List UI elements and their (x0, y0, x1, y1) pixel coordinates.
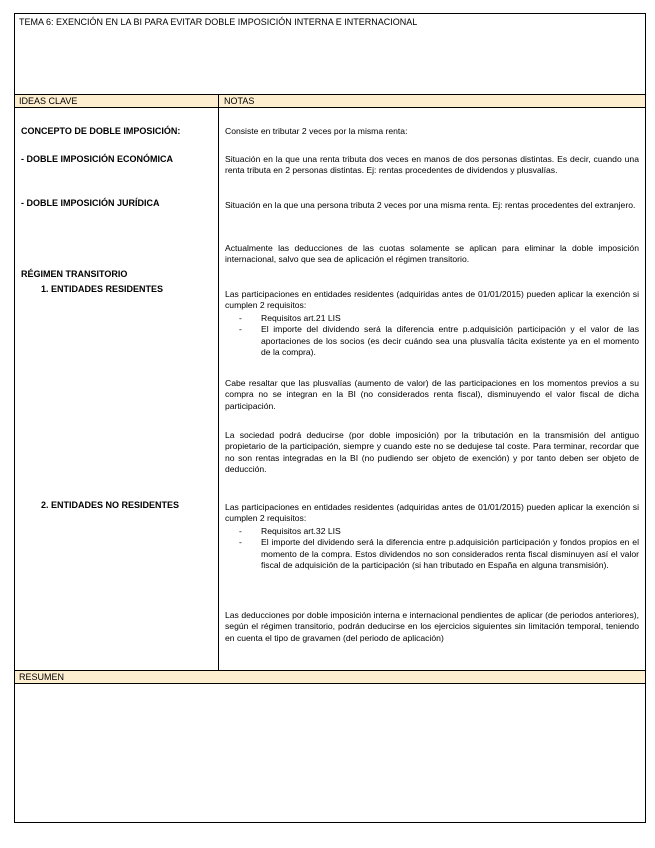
resumen-header: RESUMEN (19, 672, 65, 682)
economica-heading: - DOBLE IMPOSICIÓN ECONÓMICA (21, 154, 174, 164)
juridica-heading: - DOBLE IMPOSICIÓN JURÍDICA (21, 198, 160, 208)
column-divider (218, 94, 219, 684)
no-residentes-heading: 2. ENTIDADES NO RESIDENTES (41, 500, 180, 510)
concepto-heading: CONCEPTO DE DOBLE IMPOSICIÓN: (21, 126, 181, 136)
note-residentes (225, 289, 639, 358)
resumen-header-bar (15, 670, 645, 684)
ideas-clave-header: IDEAS CLAVE (19, 96, 78, 106)
list-item: - El importe del dividendo será la diferencia entre p.adquisición participación y el valor de las aportaciones de los socios (es decir cuándo sea una plusvalía tácita existente ya en el momento de la compra). (225, 324, 639, 358)
note-actualmente: Actualmente las deducciones de las cuotas solamente se aplican para eliminar la doble imposición internacional, salvo que sea de aplicación el régimen transitorio. (225, 243, 639, 265)
page-title: TEMA 6: EXENCIÓN EN LA BI PARA EVITAR DOBLE IMPOSICIÓN INTERNA E INTERNACIONAL (19, 17, 418, 27)
document-frame (14, 13, 646, 823)
regimen-heading: RÉGIMEN TRANSITORIO (21, 269, 128, 279)
column-header-bar (15, 94, 645, 108)
note-economica: Situación en la que una renta tributa dos veces en manos de dos personas distintas. Es decir, cuando una renta tributa en 2 personas distintas. Ej: rentas procedentes de dividendos y plusvalías. (225, 154, 639, 176)
notas-header: NOTAS (224, 96, 255, 106)
residentes-requisitos-list (225, 313, 639, 359)
residentes-heading: 1. ENTIDADES RESIDENTES (41, 284, 164, 294)
note-concepto: Consiste en tributar 2 veces por la misma renta: (225, 126, 408, 136)
note-no-residentes (225, 502, 639, 571)
list-item: - El importe del dividendo será la diferencia entre p.adquisición participación y fondos propios en el momento de la compra. Estos dividendos no son considerados renta fiscal disminuyen así el valor fiscal de adquisición de la participación (si han tributado en España en alguna transmisión). (225, 537, 639, 571)
note-residentes-intro: Las participaciones en entidades residentes (adquiridas antes de 01/01/2015) pueden aplicar la exención si cumplen 2 requisitos: (225, 289, 639, 311)
note-transitorio: Las deducciones por doble imposición interna e internacional pendientes de aplicar (de periodos anteriores), según el régimen transitorio, podrán deducirse en los ejercicios siguientes sin limitación temporal, teniendo en cuenta el tipo de gravamen (del periodo de aplicación) (225, 610, 639, 643)
note-juridica: Situación en la que una persona tributa 2 veces por una misma renta. Ej: rentas procedentes del extranjero. (225, 200, 636, 210)
note-deduccion: La sociedad podrá deducirse (por doble imposición) por la tributación en la transmisión del antiguo propietario de la participación, siempre y cuando este no se dedujese tal coste. Para terminar, recordar que no son rentas integradas en la BI (no pudiendo ser objeto de exención) y por tanto deben ser objeto de deducción. (225, 430, 639, 475)
no-residentes-requisitos-list (225, 526, 639, 572)
list-item: - Requisitos art.21 LIS (225, 313, 639, 324)
list-item: - Requisitos art.32 LIS (225, 526, 639, 537)
note-no-residentes-intro: Las participaciones en entidades residentes (adquiridas antes de 01/01/2015) pueden aplicar la exención si cumplen 2 requisitos: (225, 502, 639, 524)
note-plusvalias: Cabe resaltar que las plusvalías (aumento de valor) de las participaciones en los momentos previos a su compra no se integran en la BI (no considerados renta fiscal), disminuyendo el valor fiscal de dicha participación. (225, 378, 639, 411)
